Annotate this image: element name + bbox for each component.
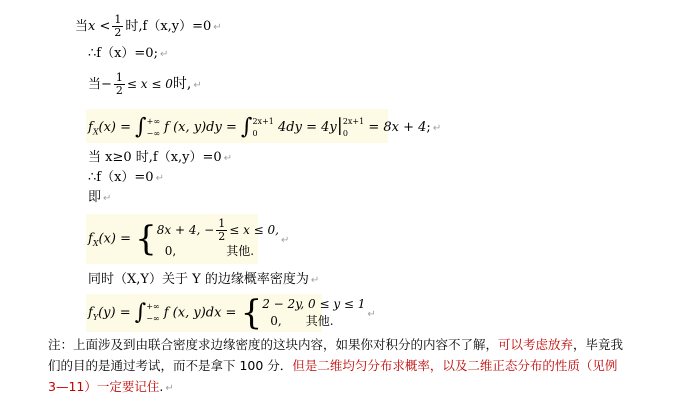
integrand: f (x, y)dx = — [163, 305, 237, 321]
return-icon: ↵ — [165, 383, 174, 394]
note-text-2: ，毕竟我们的目的是通过考试，而不是拿下 100 分． — [48, 337, 624, 373]
fraction-denominator: 2 — [218, 230, 226, 243]
integral-limits — [147, 116, 160, 140]
return-icon: ↵ — [280, 234, 290, 246]
case-2-expression: 0, — [164, 244, 177, 258]
case-2-expression: 0, — [270, 314, 282, 328]
case-1 — [157, 218, 279, 243]
return-icon: ↵ — [193, 80, 202, 91]
left-brace-icon: { — [135, 219, 157, 259]
upper-limit: 2x+1 — [252, 116, 274, 126]
left-brace-icon: { — [240, 293, 263, 333]
line-when-x-lt-half — [75, 14, 222, 39]
text-marginal-y: 同时（X,Y）关于 Y 的边缘概率密度为 — [88, 272, 309, 287]
upper-limit: +∞ — [146, 302, 160, 311]
lower-limit: −∞ — [146, 128, 160, 138]
line-therefore-fx-zero — [88, 46, 168, 63]
fx-argument: (x) = — [98, 120, 132, 135]
return-icon: ↵ — [213, 22, 222, 33]
fraction-numerator: 1 — [115, 71, 123, 84]
integrand: f (x, y)dy = — [164, 120, 237, 135]
fx-subscript: X — [92, 127, 99, 137]
formula-fy-content — [88, 294, 376, 337]
upper-limit: 2x+1 — [342, 116, 365, 126]
case-1: 2 − 2y, 0 ≤ y ≤ 1 — [262, 297, 366, 311]
fy-argument: (y) = — [98, 305, 131, 321]
fraction-numerator: 1 — [114, 13, 122, 26]
case-2-condition: 其他. — [226, 244, 255, 258]
fraction-half — [114, 72, 125, 97]
formula-fx-piecewise-content — [88, 218, 289, 265]
line-therefore-fx-zero-2 — [88, 170, 164, 187]
case-2-condition: 其他. — [305, 314, 334, 328]
fx-symbol: f — [88, 231, 93, 247]
formula-fx-integral-content: $f_X(x)$ = ∫ +∞ −∞ f (x, y)dy = ∫ 2x+1 0 4dy = 4y| 2x+1 0 = 8x + 4; ↵ — [88, 114, 442, 140]
integral-limits — [146, 301, 159, 325]
case-2 — [262, 313, 365, 330]
text-fx-zero: ∴f（x）=0; — [88, 46, 158, 61]
evaluation-limits — [343, 116, 364, 140]
case-2 — [157, 243, 279, 260]
fy-subscript: Y — [92, 313, 99, 323]
integrand: 4dy = 4y — [278, 120, 337, 135]
fraction-numerator: 1 — [218, 217, 226, 230]
integral-icon: ∫ — [134, 300, 147, 325]
integral-result: = 8x + 4 — [368, 120, 427, 135]
piecewise-cases — [157, 218, 279, 260]
condition-x: x < — [88, 19, 111, 34]
fx-argument: (x) = — [98, 231, 132, 247]
integral-limits — [252, 116, 273, 140]
integral-icon: ∫ — [241, 114, 253, 140]
line-when-range: 当− $\frac{1}{2}$ ≤ x ≤ 0时, ↵ — [88, 71, 202, 97]
note-highlight-2: 但是二维均匀分布求概率，以及二维正态分布的性质（见例 3—11）一定要记住 — [48, 358, 618, 394]
fraction-half — [216, 218, 227, 243]
case-1-expression: 8x + 4, − — [156, 223, 215, 237]
note-highlight-1: 可以考虑放弃 — [498, 337, 574, 352]
fx-subscript: X — [92, 239, 99, 249]
text-when: 当 — [88, 77, 102, 92]
line-ji — [88, 190, 111, 207]
note-paragraph — [48, 334, 628, 399]
note-text-3: . — [159, 379, 164, 394]
text-shi: 时, — [172, 76, 192, 92]
semicolon: ; — [426, 120, 431, 135]
note-text-1: 注：上面涉及到由联合密度求边缘密度的这块内容，如果你对积分的内容不了解， — [48, 337, 499, 352]
integral-icon: ∫ — [135, 114, 147, 140]
lower-limit: −∞ — [146, 314, 160, 323]
line-marginal-y — [88, 272, 319, 289]
return-icon: ↵ — [155, 173, 164, 184]
text-when-x-ge-zero: 当 x≥0 时,f（x,y）=0 — [88, 150, 222, 165]
case-1-condition: ≤ x ≤ 0, — [229, 223, 279, 237]
return-icon: ↵ — [103, 193, 112, 204]
text-ji: 即 — [88, 190, 102, 205]
condition-range: ≤ x ≤ 0 — [126, 77, 173, 91]
fraction-denominator: 2 — [114, 26, 122, 39]
return-icon: ↵ — [223, 153, 233, 164]
line-when-x-ge-zero — [88, 150, 232, 167]
return-icon: ↵ — [159, 49, 169, 60]
return-icon: ↵ — [310, 275, 320, 286]
fy-symbol: f — [88, 305, 93, 321]
text-when: 当 — [75, 19, 89, 34]
text-fx-zero: ∴f（x）=0 — [88, 170, 154, 185]
upper-limit: +∞ — [146, 116, 160, 126]
fraction-denominator: 2 — [115, 84, 123, 97]
fraction-half — [112, 14, 123, 39]
lower-limit: 0 — [252, 128, 258, 138]
return-icon: ↵ — [367, 308, 376, 320]
lower-limit: 0 — [342, 128, 348, 138]
text-joint-zero: 时,f（x,y）=0 — [125, 19, 212, 34]
fx-symbol: f — [88, 120, 93, 135]
piecewise-cases — [262, 296, 365, 330]
return-icon: ↵ — [432, 123, 442, 134]
